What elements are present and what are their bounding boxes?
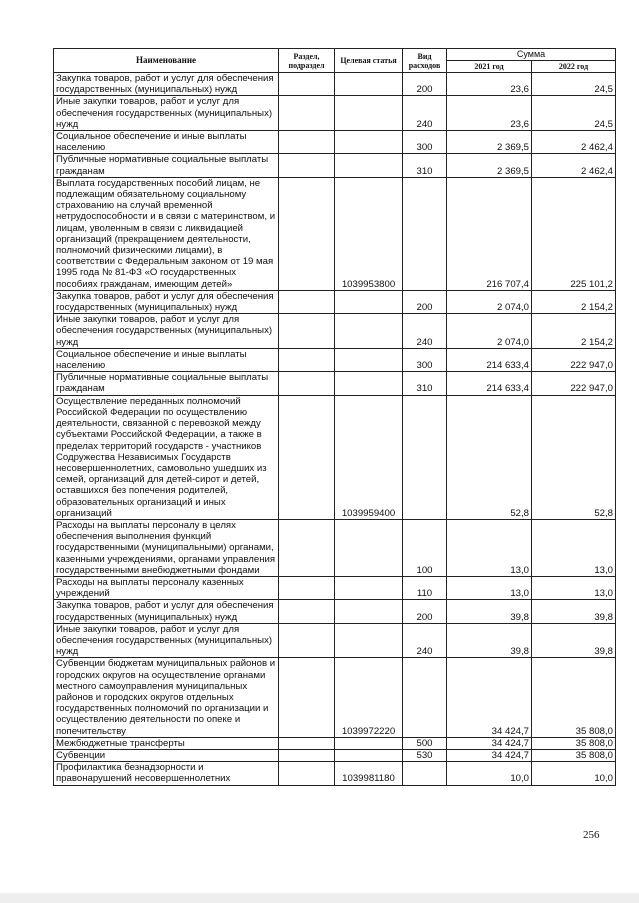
row-name-cell: Субвенции — [54, 749, 279, 761]
row-kind-cell: 240 — [403, 314, 447, 349]
row-kind-cell: 300 — [403, 131, 447, 154]
row-target-cell — [335, 576, 403, 599]
row-sum-2021-cell: 216 707,4 — [447, 177, 532, 290]
row-sum-2022-cell: 10,0 — [532, 762, 616, 785]
row-target-cell — [335, 749, 403, 761]
table-row — [54, 131, 616, 154]
row-section-cell — [279, 623, 335, 658]
row-section-cell — [279, 395, 335, 519]
row-name-cell: Профилактика безнадзорности и правонарушений несовершеннолетних — [54, 762, 279, 785]
page-number: 256 — [583, 829, 600, 841]
row-sum-2021-cell: 39,8 — [447, 623, 532, 658]
row-target-cell — [335, 600, 403, 623]
row-sum-2021-cell: 214 633,4 — [447, 372, 532, 395]
table-row — [54, 576, 616, 599]
document-page — [53, 48, 615, 786]
row-sum-2022-cell: 52,8 — [532, 395, 616, 519]
row-sum-2022-cell: 35 808,0 — [532, 658, 616, 737]
header-target: Целевая статья — [335, 49, 403, 73]
row-sum-2022-cell: 39,8 — [532, 623, 616, 658]
row-name-cell: Закупка товаров, работ и услуг для обеспечения государственных (муниципальных) нужд — [54, 290, 279, 313]
bottom-margin-strip — [0, 893, 639, 903]
row-kind-cell: 500 — [403, 737, 447, 749]
row-section-cell — [279, 372, 335, 395]
header-sum: Сумма — [447, 49, 616, 61]
table-row — [54, 348, 616, 371]
row-name-cell: Иные закупки товаров, работ и услуг для обеспечения государственных (муниципальных) нужд — [54, 623, 279, 658]
row-sum-2021-cell: 2 369,5 — [447, 131, 532, 154]
row-section-cell — [279, 154, 335, 177]
row-sum-2022-cell: 13,0 — [532, 576, 616, 599]
row-section-cell — [279, 762, 335, 785]
row-sum-2021-cell: 2 074,0 — [447, 314, 532, 349]
row-section-cell — [279, 576, 335, 599]
row-sum-2022-cell: 2 154,2 — [532, 290, 616, 313]
row-sum-2022-cell: 2 462,4 — [532, 131, 616, 154]
row-name-cell: Расходы на выплаты персоналу казенных учреждений — [54, 576, 279, 599]
row-kind-cell — [403, 658, 447, 737]
table-row — [54, 737, 616, 749]
row-target-cell — [335, 737, 403, 749]
row-kind-cell: 240 — [403, 96, 447, 131]
row-kind-cell: 240 — [403, 623, 447, 658]
row-sum-2022-cell: 13,0 — [532, 519, 616, 576]
row-kind-cell — [403, 395, 447, 519]
row-section-cell — [279, 600, 335, 623]
row-sum-2022-cell: 225 101,2 — [532, 177, 616, 290]
row-section-cell — [279, 177, 335, 290]
table-row — [54, 73, 616, 96]
table-row — [54, 658, 616, 737]
row-kind-cell: 110 — [403, 576, 447, 599]
row-target-cell — [335, 290, 403, 313]
row-name-cell: Расходы на выплаты персоналу в целях обеспечения выполнения функций государственными (муниципальными) органами, казенными учреждениями, органами управления государственными внебюджетными фондами — [54, 519, 279, 576]
row-sum-2022-cell: 2 154,2 — [532, 314, 616, 349]
row-section-cell — [279, 658, 335, 737]
row-kind-cell: 300 — [403, 348, 447, 371]
budget-table — [53, 48, 616, 786]
row-sum-2021-cell: 23,6 — [447, 73, 532, 96]
row-kind-cell: 310 — [403, 154, 447, 177]
row-sum-2021-cell: 23,6 — [447, 96, 532, 131]
row-target-cell: 1039953800 — [335, 177, 403, 290]
header-section: Раздел, подраздел — [279, 49, 335, 73]
row-sum-2022-cell: 24,5 — [532, 96, 616, 131]
row-sum-2021-cell: 214 633,4 — [447, 348, 532, 371]
row-name-cell: Межбюджетные трансферты — [54, 737, 279, 749]
table-row — [54, 96, 616, 131]
row-kind-cell: 310 — [403, 372, 447, 395]
row-sum-2021-cell: 13,0 — [447, 519, 532, 576]
row-target-cell — [335, 372, 403, 395]
row-sum-2021-cell: 34 424,7 — [447, 737, 532, 749]
table-row — [54, 395, 616, 519]
row-section-cell — [279, 348, 335, 371]
table-row — [54, 623, 616, 658]
row-section-cell — [279, 737, 335, 749]
row-section-cell — [279, 519, 335, 576]
row-target-cell — [335, 96, 403, 131]
row-name-cell: Осуществление переданных полномочий Российской Федерации по осуществлению деятельности, связанной с перевозкой между субъектами Российской Федерации, а также в пределах территорий государств - участников Содружества Независимых Государств несовершеннолетних, самовольно ушедших из семей, организаций для детей-сирот и детей, оставшихся без попечения родителей, образовательных организаций и иных организаций — [54, 395, 279, 519]
table-row — [54, 290, 616, 313]
row-kind-cell: 530 — [403, 749, 447, 761]
row-section-cell — [279, 290, 335, 313]
table-row — [54, 177, 616, 290]
row-target-cell — [335, 314, 403, 349]
table-row — [54, 314, 616, 349]
row-sum-2021-cell: 34 424,7 — [447, 749, 532, 761]
row-section-cell — [279, 749, 335, 761]
row-name-cell: Иные закупки товаров, работ и услуг для обеспечения государственных (муниципальных) нужд — [54, 314, 279, 349]
row-sum-2022-cell: 39,8 — [532, 600, 616, 623]
row-section-cell — [279, 314, 335, 349]
row-target-cell: 1039959400 — [335, 395, 403, 519]
header-kind: Вид расходов — [403, 49, 447, 73]
table-row — [54, 600, 616, 623]
row-name-cell: Закупка товаров, работ и услуг для обеспечения государственных (муниципальных) нужд — [54, 600, 279, 623]
row-name-cell: Иные закупки товаров, работ и услуг для обеспечения государственных (муниципальных) нужд — [54, 96, 279, 131]
row-kind-cell — [403, 762, 447, 785]
header-name: Наименование — [54, 49, 279, 73]
row-target-cell: 1039981180 — [335, 762, 403, 785]
table-row — [54, 372, 616, 395]
row-sum-2022-cell: 222 947,0 — [532, 372, 616, 395]
row-name-cell: Публичные нормативные социальные выплаты гражданам — [54, 154, 279, 177]
row-name-cell: Социальное обеспечение и иные выплаты населению — [54, 131, 279, 154]
row-name-cell: Публичные нормативные социальные выплаты гражданам — [54, 372, 279, 395]
row-sum-2021-cell: 52,8 — [447, 395, 532, 519]
row-kind-cell — [403, 177, 447, 290]
row-target-cell: 1039972220 — [335, 658, 403, 737]
table-row — [54, 762, 616, 785]
row-target-cell — [335, 519, 403, 576]
row-sum-2022-cell: 222 947,0 — [532, 348, 616, 371]
row-name-cell: Выплата государственных пособий лицам, не подлежащим обязательному социальному страхованию на случай временной нетрудоспособности и в связи с материнством, и лицам, уволенным в связи с ликвидацией организаций (прекращением деятельности, полномочий физическими лицами), в соответствии с Федеральным законом от 19 мая 1995 года № 81-ФЗ «О государственных пособиях гражданам, имеющим детей» — [54, 177, 279, 290]
row-section-cell — [279, 131, 335, 154]
table-row — [54, 749, 616, 761]
row-name-cell: Субвенции бюджетам муниципальных районов и городских округов на осуществление органами местного самоуправления муниципальных районов и городских округов отдельных государственных полномочий по организации и осуществлению деятельности по опеке и попечительству — [54, 658, 279, 737]
table-row — [54, 519, 616, 576]
row-sum-2021-cell: 10,0 — [447, 762, 532, 785]
header-year-2021: 2021 год — [447, 61, 532, 73]
row-name-cell: Закупка товаров, работ и услуг для обеспечения государственных (муниципальных) нужд — [54, 73, 279, 96]
row-target-cell — [335, 73, 403, 96]
table-row — [54, 154, 616, 177]
row-kind-cell: 200 — [403, 290, 447, 313]
row-name-cell: Социальное обеспечение и иные выплаты населению — [54, 348, 279, 371]
row-sum-2022-cell: 24,5 — [532, 73, 616, 96]
row-sum-2021-cell: 39,8 — [447, 600, 532, 623]
row-sum-2021-cell: 34 424,7 — [447, 658, 532, 737]
row-target-cell — [335, 131, 403, 154]
row-target-cell — [335, 154, 403, 177]
row-sum-2022-cell: 35 808,0 — [532, 737, 616, 749]
row-section-cell — [279, 96, 335, 131]
row-sum-2021-cell: 2 369,5 — [447, 154, 532, 177]
row-sum-2021-cell: 2 074,0 — [447, 290, 532, 313]
row-target-cell — [335, 623, 403, 658]
table-header — [54, 49, 616, 73]
row-kind-cell: 200 — [403, 73, 447, 96]
row-sum-2022-cell: 2 462,4 — [532, 154, 616, 177]
row-kind-cell: 200 — [403, 600, 447, 623]
header-year-2022: 2022 год — [532, 61, 616, 73]
row-sum-2021-cell: 13,0 — [447, 576, 532, 599]
row-section-cell — [279, 73, 335, 96]
row-target-cell — [335, 348, 403, 371]
row-sum-2022-cell: 35 808,0 — [532, 749, 616, 761]
row-kind-cell: 100 — [403, 519, 447, 576]
table-body — [54, 73, 616, 786]
